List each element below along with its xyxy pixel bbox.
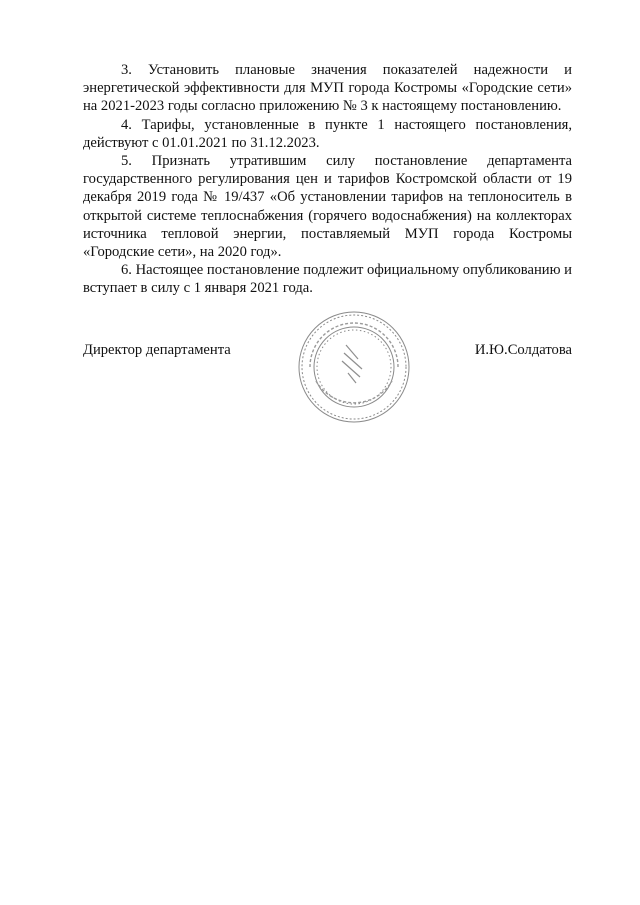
official-seal-icon [296,309,412,425]
paragraph-3: 3. Установить плановые значения показателей надежности и энергетической эффективности для МУП города Костромы «Городские сети» на 2021-2023 годы согласно приложению № 3 к настоящему постановлению. [83,62,572,115]
paragraph-5: 5. Признать утратившим силу постановление департамента государственного регулирования цен и тарифов Костромской области от 19 декабря 2019 года № 19/437 «Об установлении тарифов на теплоноситель в открытой системе теплоснабжения (горячего водоснабжения) на коллекторах источника тепловой энергии, поставляемый МУП города Костромы «Городские сети», на 2020 год». [83,153,572,261]
paragraph-4: 4. Тарифы, установленные в пункте 1 настоящего постановления, действуют с 01.01.2021 по 31.12.2023. [83,116,572,151]
signer-name: И.Ю.Солдатова [474,342,572,358]
document-body [83,61,572,298]
signer-title: Директор департамента [83,342,231,358]
paragraph-6: 6. Настоящее постановление подлежит официальному опубликованию и вступает в силу с 1 января 2021 года. [83,262,572,297]
